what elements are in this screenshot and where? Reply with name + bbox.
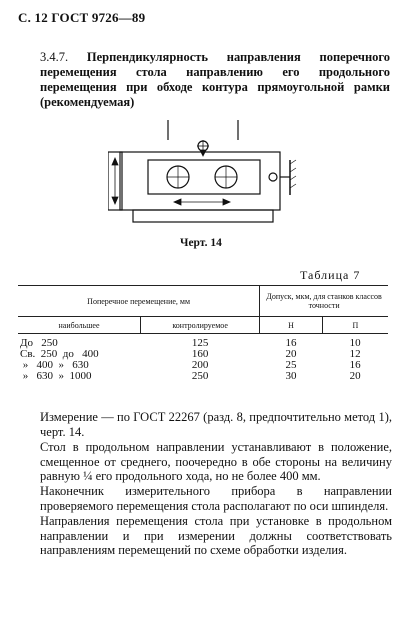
table-row: » 630 » 1000 250 30 20 [20, 370, 361, 382]
paragraph-measurement: Измерение — по ГОСТ 22267 (разд. 8, предпочтительно метод 1), черт. 14. [40, 410, 392, 439]
inner-frame [148, 160, 260, 194]
header-tolerance: Допуск, мкм, для станков классов точности [260, 286, 388, 317]
section-title: Перпендикулярность направления поперечного перемещения стола направлению его продольного перемещения при обходе контура прямоугольной рамки (рекомендуемая) [40, 50, 391, 109]
table-base [133, 210, 273, 222]
section-number: 3.4.7. [40, 50, 69, 64]
table-subheader-row [18, 317, 388, 334]
side-indicator-icon [269, 173, 277, 181]
standard-number: ГОСТ 9726—89 [51, 10, 146, 25]
page-header [18, 10, 145, 26]
class-h: Н [260, 317, 323, 334]
paragraph-table-position: Стол в продольном направлении устанавливают в положение, смещенное от среднего, поочередно в обе стороны на величину равную ¼ его продольного хода, но не более 400 мм. [40, 440, 392, 483]
class-p: П [322, 317, 388, 334]
figure-caption: Черт. 14 [180, 237, 222, 249]
subheader-max: наибольшее [18, 317, 141, 334]
paragraph-indicator-tip: Наконечник измерительного прибора в направлении проверяемого перемещения стола располагают по оси шпинделя. [40, 484, 392, 513]
table-7 [18, 285, 388, 382]
table-frame [120, 152, 280, 210]
table-row: До 250 125 16 10 [20, 337, 361, 349]
table-caption: Таблица 7 [300, 268, 361, 282]
paragraph-movement-directions: Направления перемещения стола при установке в продольном направлении и при измерении должны соответствовать направлениям перемещений по схеме обработки изделия. [40, 514, 392, 557]
page-number: С. 12 [18, 10, 48, 25]
table-row: » 400 » 630 200 25 16 [20, 359, 361, 371]
table-header-row [18, 286, 388, 317]
header-movement: Поперечное перемещение, мм [18, 286, 260, 317]
subheader-controlled: контролируемое [141, 317, 260, 334]
section-heading [40, 50, 390, 110]
table-row: Св. 250 до 400 160 20 12 [20, 348, 361, 360]
spindle-arrow-icon [200, 150, 206, 156]
figure-drawing [108, 120, 313, 225]
